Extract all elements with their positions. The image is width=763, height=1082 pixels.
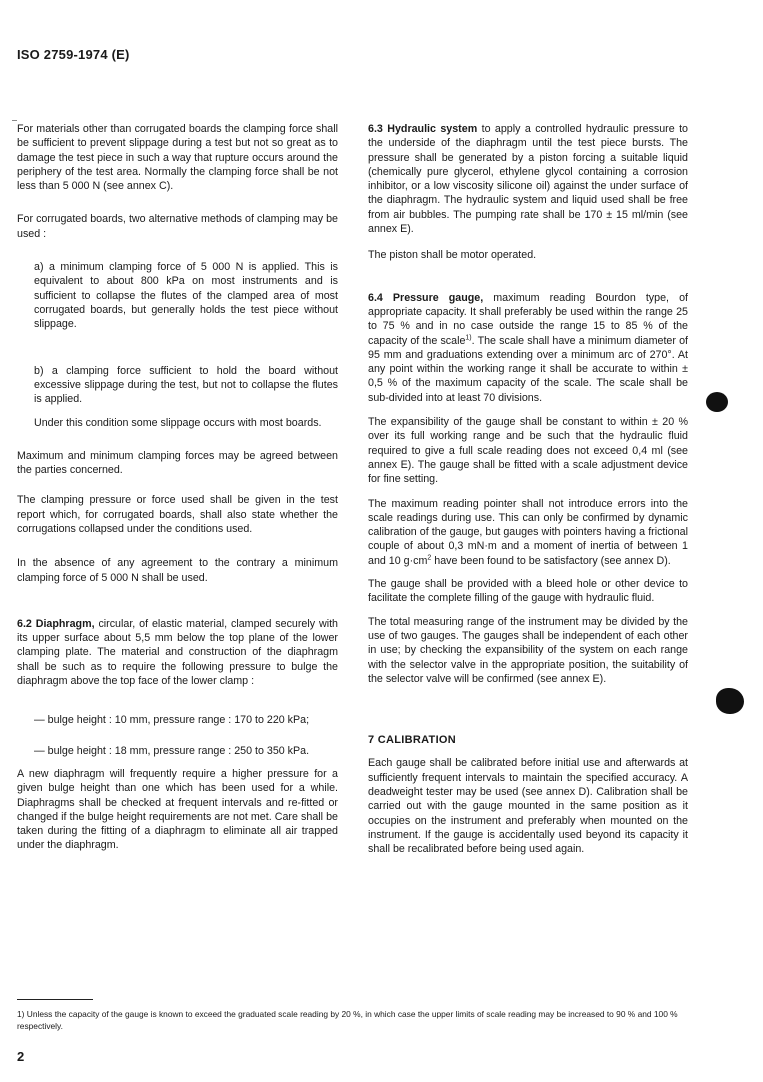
right-column (368, 0, 688, 856)
section-6-4-text-a: maximum reading Bourdon type, of appropriate capacity. It shall preferably be used within the range 25 to 75 % and in no case outside the range 15 to 85 % of the capacity of the scale (368, 291, 688, 347)
paragraph-no-agreement: In the absence of any agreement to the contrary a minimum clamping force of 5 000 N shall be used. (17, 557, 338, 584)
paragraph-pointer-text-b: have been found to be satisfactory (see annex D). (431, 554, 671, 567)
paragraph-piston: The piston shall be motor operated. (368, 249, 537, 262)
paragraph-max-min: Maximum and minimum clamping forces may be agreed between the parties concerned. (17, 449, 338, 477)
paragraph-pointer-text-a: The maximum reading pointer shall not introduce errors into the scale readings during use. This can only be confirmed by dynamic calibration of the gauge, but gauges with pointers having a frictional couple of about 0,3 mN·m and a moment of inertia of between 1 and 10 g·cm (368, 497, 688, 567)
bulge-spec-18mm: — bulge height : 18 mm, pressure range : 250 to 350 kPa. (34, 744, 310, 757)
paragraph-corrugated-methods: For corrugated boards, two alternative methods of clamping may be used : (17, 213, 338, 240)
binder-hole-mark (706, 392, 728, 412)
section-6-3-heading: 6.3 Hydraulic system (368, 123, 478, 135)
footnote: 1) Unless the capacity of the gauge is known to exceed the graduated scale reading by 20 %, in which case the upper limits of scale reading may be increased to 90 % and 100 % respectively. (17, 1009, 678, 1031)
section-6-4-heading: 6.4 Pressure gauge, (368, 291, 484, 304)
footnote-ref: 1) (465, 334, 472, 341)
list-item-a: a) a minimum clamping force of 5 000 N is applied. This is equivalent to about 800 kPa on most instruments and is sufficient to collapse the flutes of the clamped area of most corrugated boards, but generally holds the test piece without slippage. (34, 261, 338, 331)
bulge-spec-10mm: — bulge height : 10 mm, pressure range : 170 to 220 kPa; (34, 714, 310, 727)
section-6-3-text: to apply a controlled hydraulic pressure to the underside of the diaphragm until the test piece bursts. The pressure shall be generated by a piston forcing a suitable liquid (chemically pure glycerol, ethylene glycol containing a corrosion inhibitor, or a low viscosity silicone oil) against the under surface of the diaphragm. The hydraulic system and liquid used shall be free from air bubbles. The pumping rate shall be 170 ± 15 ml/min (see annex E). (368, 123, 688, 236)
binder-hole-mark (716, 688, 744, 714)
document-header: ISO 2759-1974 (E) (17, 47, 130, 62)
paragraph-expansibility: The expansibility of the gauge shall be constant to within ± 20 % over its full working range and be such that the hydraulic fluid required to give a full scale reading does not exceed 0,4 ml (see annex E). The gauge shall be fitted with a scale adjustment device for fine setting. (368, 416, 688, 486)
superscript-2: 2 (427, 554, 432, 562)
paragraph-bleed-hole: The gauge shall be provided with a bleed hole or other device to facilitate the complete filling of the gauge with hydraulic fluid. (368, 578, 688, 605)
paragraph-measuring-range: The total measuring range of the instrument may be divided by the use of two gauges. The gauges shall be independent of each other in use; by checking the expansibility of the system on each range with the selector valve in the appropriate position, the suitability of the selector valve will be confirmed (see annex E). (368, 615, 688, 685)
page-number: 2 (17, 1049, 25, 1064)
left-column (17, 0, 338, 853)
paragraph-calibration: Each gauge shall be calibrated before initial use and afterwards at sufficiently frequent intervals to maintain the specified accuracy. A deadweight tester may be used (see annex D). Calibration shall be carried out with the gauge mounted in the same position as it occupies on the instrument and preferably when mounted on the instrument. If the gauge is accidentally used beyond its capacity it shall be recalibrated before being used again. (368, 757, 688, 856)
paragraph-pointer (368, 497, 688, 568)
section-7-heading: 7 CALIBRATION (368, 734, 457, 747)
list-item-b: b) a clamping force sufficient to hold the board without excessive slippage during the test, but not to collapse the flutes is applied. (34, 364, 338, 406)
section-6-2-text: circular, of elastic material, clamped securely with its upper surface about 5,5 mm below the top plane of the lower clamping plate. The material and construction of the diaphragm shall be such as to require the following pressure to bulge the diaphragm above the top face of the lower clamp : (17, 617, 338, 688)
paragraph-new-diaphragm: A new diaphragm will frequently require a higher pressure for a given bulge height than one which has been used for a while. Diaphragms shall be checked at frequent intervals and re-fitted or changed if the bulge height requirements are not met. Care shall be taken during the fitting of a diaphragm to eliminate all air trapped under the diaphragm. (17, 767, 338, 852)
paragraph-test-report: The clamping pressure or force used shall be given in the test report which, for corrugated boards, shall also state whether the corrugations collapsed under the conditions used. (17, 494, 338, 535)
section-6-2-heading: 6.2 Diaphragm, (17, 617, 95, 630)
section-6-4-text-b: . The scale shall have a minimum diameter of 95 mm and graduations extending over a minimum arc of 270°. At any point within the working range it shall be accurate to within ± 0,5 % of the maximum capacity of the scale. The scale shall be sub-divided into at least 70 divisions. (368, 334, 688, 404)
section-6-4 (368, 291, 688, 405)
list-item-b-note: Under this condition some slippage occurs with most boards. (34, 417, 322, 430)
section-6-3 (368, 122, 688, 236)
footnote-rule (17, 999, 93, 1000)
section-6-2 (17, 617, 338, 688)
paragraph-clamping-materials: For materials other than corrugated boards the clamping force shall be sufficient to prevent slippage during a test but not so great as to damage the test piece in such a way that rupture occurs around the periphery of the test area. Normally the clamping force shall be not less than 5 000 N (see annex C). (17, 123, 338, 193)
